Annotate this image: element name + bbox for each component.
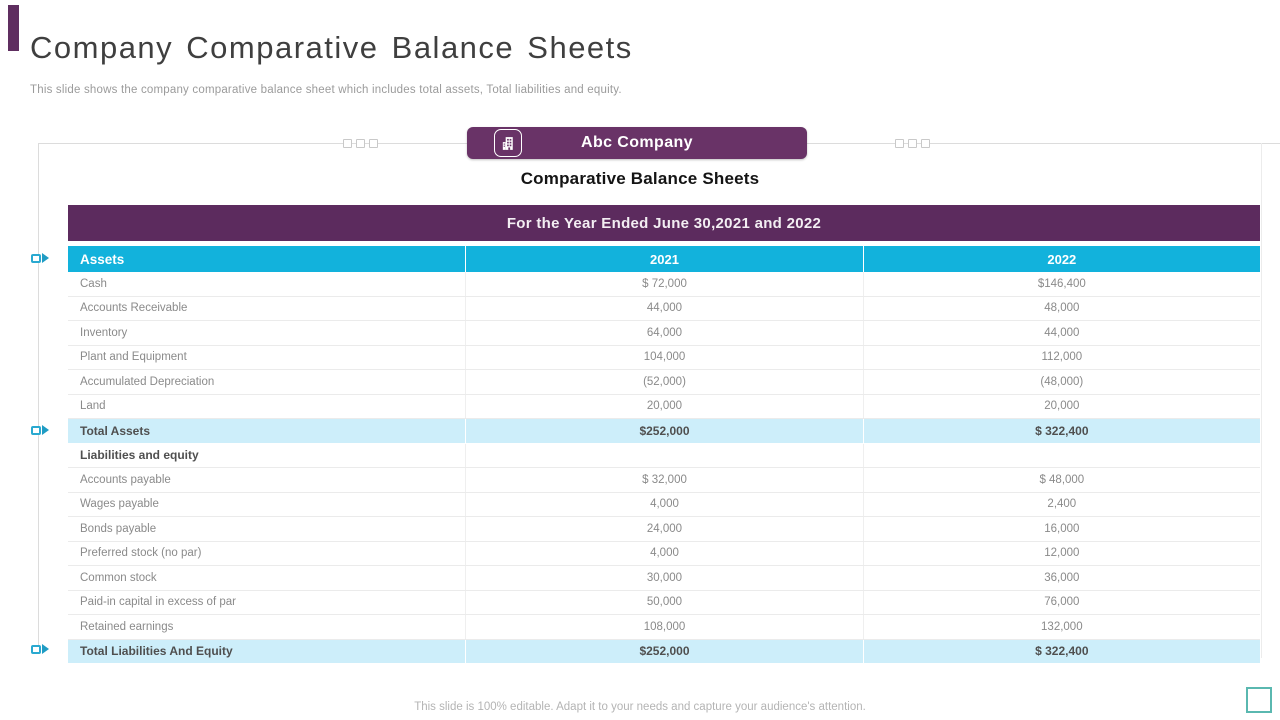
building-icon: [494, 129, 522, 157]
row-value-2021: 44,000: [465, 297, 862, 321]
row-value-2021: 4,000: [465, 542, 862, 566]
table-row[interactable]: [68, 321, 1260, 346]
deco-square: [356, 139, 365, 148]
sheet-subheading[interactable]: Comparative Balance Sheets: [520, 169, 760, 188]
period-banner[interactable]: For the Year Ended June 30,2021 and 2022: [68, 205, 1260, 241]
page-title[interactable]: Company Comparative Balance Sheets: [30, 30, 633, 65]
row-value-2021: 4,000: [465, 493, 862, 517]
row-value-2022: $ 322,400: [863, 419, 1260, 443]
row-label: Inventory: [80, 326, 128, 339]
table-row[interactable]: [68, 346, 1260, 371]
row-label: Retained earnings: [80, 620, 174, 633]
row-label: Cash: [80, 277, 107, 290]
deco-square: [343, 139, 352, 148]
balance-sheet-table: [68, 246, 1260, 664]
table-row[interactable]: [68, 542, 1260, 567]
table-row[interactable]: [68, 468, 1260, 493]
table-row[interactable]: [68, 640, 1260, 665]
frame-right-line: [1261, 143, 1262, 658]
row-value-2021: 108,000: [465, 615, 862, 639]
row-marker-assets: [31, 253, 49, 263]
table-row[interactable]: [68, 370, 1260, 395]
row-value-2022: 20,000: [863, 395, 1260, 419]
row-label: Liabilities and equity: [80, 448, 199, 463]
row-value-2021: $ 72,000: [465, 272, 862, 296]
row-marker-total-assets: [31, 425, 49, 435]
row-label: Preferred stock (no par): [80, 547, 202, 560]
row-value-2022: 16,000: [863, 517, 1260, 541]
row-label: Accounts payable: [80, 473, 171, 486]
marker-square-icon: [31, 426, 41, 435]
row-value-2022: $ 48,000: [863, 468, 1260, 492]
row-value-2021: 104,000: [465, 346, 862, 370]
row-label: Plant and Equipment: [80, 351, 187, 364]
row-value-2022: 36,000: [863, 566, 1260, 590]
marker-arrow-icon: [42, 253, 49, 263]
table-row[interactable]: [68, 395, 1260, 420]
row-label: Bonds payable: [80, 522, 157, 535]
table-row[interactable]: [68, 493, 1260, 518]
table-header-row[interactable]: [68, 246, 1260, 272]
deco-square: [921, 139, 930, 148]
row-label: Land: [80, 400, 106, 413]
table-row[interactable]: [68, 419, 1260, 444]
row-label: Wages payable: [80, 498, 159, 511]
row-value-2021: $252,000: [465, 419, 862, 443]
table-row[interactable]: [68, 615, 1260, 640]
column-header-2022: 2022: [863, 246, 1260, 272]
row-value-2021: [465, 444, 862, 468]
table-row[interactable]: [68, 297, 1260, 322]
page-subtitle[interactable]: This slide shows the company comparative balance sheet which includes total assets, Total liabilities and equity.: [30, 84, 622, 96]
frame-left-line: [38, 143, 39, 648]
table-row[interactable]: [68, 444, 1260, 469]
table-row[interactable]: [68, 591, 1260, 616]
row-value-2022: 76,000: [863, 591, 1260, 615]
row-value-2022: (48,000): [863, 370, 1260, 394]
company-name: Abc Company: [581, 134, 693, 151]
company-badge[interactable]: [467, 127, 807, 159]
row-value-2021: $ 32,000: [465, 468, 862, 492]
marker-arrow-icon: [42, 425, 49, 435]
column-header-2021: 2021: [465, 246, 862, 272]
row-value-2022: $ 322,400: [863, 640, 1260, 664]
marker-arrow-icon: [42, 644, 49, 654]
row-value-2021: $252,000: [465, 640, 862, 664]
row-value-2022: 48,000: [863, 297, 1260, 321]
row-value-2021: 30,000: [465, 566, 862, 590]
table-row[interactable]: [68, 272, 1260, 297]
row-value-2022: 132,000: [863, 615, 1260, 639]
row-label: Total Assets: [80, 423, 151, 438]
deco-square: [895, 139, 904, 148]
row-value-2022: [863, 444, 1260, 468]
row-label: Paid-in capital in excess of par: [80, 596, 236, 609]
marker-square-icon: [31, 645, 41, 654]
table-body: [68, 272, 1260, 664]
row-label: Accounts Receivable: [80, 302, 188, 315]
row-value-2021: (52,000): [465, 370, 862, 394]
row-value-2022: 112,000: [863, 346, 1260, 370]
footer-note[interactable]: This slide is 100% editable. Adapt it to your needs and capture your audience's attention.: [414, 701, 866, 713]
table-row[interactable]: [68, 566, 1260, 591]
row-label: Total Liabilities And Equity: [80, 644, 233, 659]
deco-square: [908, 139, 917, 148]
row-label: Accumulated Depreciation: [80, 375, 215, 388]
row-value-2021: 20,000: [465, 395, 862, 419]
row-value-2021: 50,000: [465, 591, 862, 615]
row-value-2021: 24,000: [465, 517, 862, 541]
table-row[interactable]: [68, 517, 1260, 542]
row-label: Common stock: [80, 571, 157, 584]
row-value-2022: 44,000: [863, 321, 1260, 345]
deco-square: [369, 139, 378, 148]
column-header-assets: Assets: [80, 251, 125, 267]
marker-square-icon: [31, 254, 41, 263]
row-value-2021: 64,000: [465, 321, 862, 345]
row-value-2022: $146,400: [863, 272, 1260, 296]
row-marker-total-liabilities: [31, 644, 49, 654]
corner-square-decoration: [1246, 687, 1272, 713]
row-value-2022: 2,400: [863, 493, 1260, 517]
title-accent-bar: [8, 5, 19, 51]
row-value-2022: 12,000: [863, 542, 1260, 566]
